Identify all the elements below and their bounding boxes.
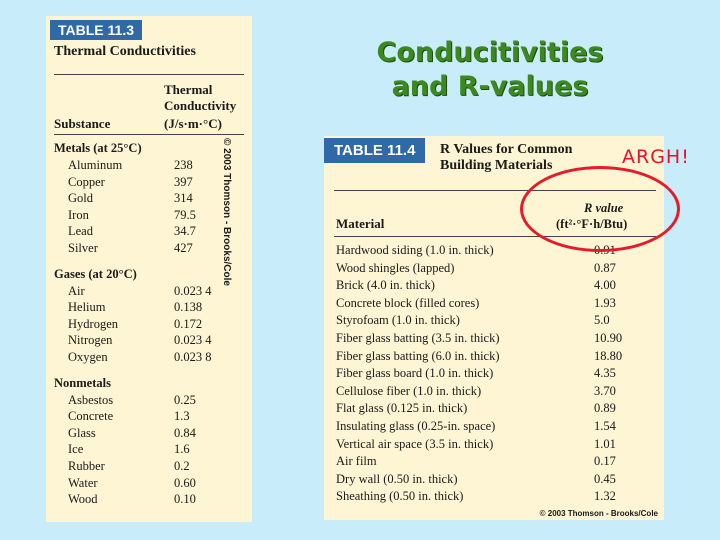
table1-copyright: © 2003 Thomson - Brooks/Cole xyxy=(221,138,232,286)
table1-value: 0.138 xyxy=(174,300,203,315)
table2-value: 1.01 xyxy=(594,436,616,451)
table1-substance: Air xyxy=(68,283,85,298)
table1-col-k-line3: (J/s·m·°C) xyxy=(164,116,222,131)
table1-value: 397 xyxy=(174,174,193,189)
table1-substance: Lead xyxy=(68,224,93,239)
table2-material: Insulating glass (0.25-in. space) xyxy=(336,419,496,433)
table1-substance: Helium xyxy=(68,300,106,315)
thermal-conductivity-table xyxy=(46,16,252,522)
table2-material: Fiber glass board (1.0 in. thick) xyxy=(336,366,494,381)
table1-group-header: Gases (at 20°C) xyxy=(54,266,137,281)
table2-value: 1.54 xyxy=(594,419,616,433)
table2-material: Flat glass (0.125 in. thick) xyxy=(336,401,468,416)
table2-material: Fiber glass batting (3.5 in. thick) xyxy=(336,331,500,345)
table2-value: 0.87 xyxy=(594,260,616,275)
table2-value: 4.00 xyxy=(594,278,616,293)
table2-material: Dry wall (0.50 in. thick) xyxy=(336,471,458,486)
table1-col-substance: Substance xyxy=(54,116,111,131)
table2-material: Cellulose fiber (1.0 in. thick) xyxy=(336,383,482,398)
annotation-text: ARGH! xyxy=(622,146,690,168)
slide-title-line1: Conducitivities xyxy=(376,37,604,68)
table2-value: 0.17 xyxy=(594,454,616,469)
table1-value: 238 xyxy=(174,158,193,172)
table1-value: 79.5 xyxy=(174,207,196,222)
table2-material: Brick (4.0 in. thick) xyxy=(336,278,435,293)
table1-value: 34.7 xyxy=(174,224,196,239)
table1-value: 0.84 xyxy=(174,425,196,440)
table1-substance: Ice xyxy=(68,442,84,457)
table2-material: Vertical air space (3.5 in. thick) xyxy=(336,436,494,451)
table2-value: 5.0 xyxy=(594,313,610,328)
table1-value: 0.023 4 xyxy=(174,283,212,298)
table1-substance: Gold xyxy=(68,191,93,206)
table1-value: 0.25 xyxy=(174,392,196,407)
table1-substance: Hydrogen xyxy=(68,316,118,331)
table2-value: 1.32 xyxy=(594,489,616,504)
table2-label: TABLE 11.4 xyxy=(324,138,425,163)
table2-material: Styrofoam (1.0 in. thick) xyxy=(336,313,460,328)
slide-title xyxy=(340,36,640,104)
table1-value: 0.60 xyxy=(174,475,196,490)
table1-value: 0.023 8 xyxy=(174,350,212,364)
table2-material: Air film xyxy=(336,454,377,469)
table2-value: 4.35 xyxy=(594,366,616,381)
table2-title-line2: Building Materials xyxy=(440,158,553,173)
table1-title: Thermal Conductivities xyxy=(54,44,196,59)
table1-substance: Asbestos xyxy=(68,392,114,407)
table2-col-r-line1: R value xyxy=(584,201,624,215)
table2-material: Sheathing (0.50 in. thick) xyxy=(336,489,464,504)
highlight-circle xyxy=(520,166,680,252)
table1-value: 0.023 4 xyxy=(174,333,212,348)
table1-value: 1.6 xyxy=(174,442,190,457)
table2-material: Concrete block (filled cores) xyxy=(336,295,480,310)
table1-substance: Oxygen xyxy=(68,350,108,364)
table1-value: 1.3 xyxy=(174,409,190,424)
table2-value: 3.70 xyxy=(594,383,616,398)
table2-col-material: Material xyxy=(336,216,385,231)
table2-col-r-line2: (ft²·°F·h/Btu) xyxy=(556,217,628,231)
table1-col-k-line1: Thermal xyxy=(164,82,213,97)
table1-group-header: Metals (at 25°C) xyxy=(54,141,142,155)
table1-value: 0.10 xyxy=(174,492,196,507)
table1-substance: Glass xyxy=(68,425,96,440)
table2-material: Fiber glass batting (6.0 in. thick) xyxy=(336,348,500,363)
table1-substance: Iron xyxy=(68,207,89,222)
table2-value: 10.90 xyxy=(594,331,623,345)
table2-title-line1: R Values for Common xyxy=(440,142,573,157)
table2-material: Hardwood siding (1.0 in. thick) xyxy=(336,243,494,257)
table1-col-k-line2: Conductivity xyxy=(164,98,237,113)
table1-value: 314 xyxy=(174,191,193,206)
table1-substance: Silver xyxy=(68,241,98,255)
table1-substance: Nitrogen xyxy=(68,333,113,348)
table2-value: 0.89 xyxy=(594,401,616,416)
table1-value: 0.2 xyxy=(174,459,190,473)
table2-value: 1.93 xyxy=(594,295,616,310)
table1-label: TABLE 11.3 xyxy=(50,20,142,40)
table1-substance: Concrete xyxy=(68,409,114,424)
table1-substance: Wood xyxy=(68,492,98,507)
table1-substance: Water xyxy=(68,475,98,490)
table1-substance: Rubber xyxy=(68,459,105,473)
table2-value: 18.80 xyxy=(594,348,623,363)
slide-title-line2: and R-values xyxy=(391,71,589,102)
table2-copyright: © 2003 Thomson - Brooks/Cole xyxy=(539,509,658,518)
table1-value: 0.172 xyxy=(174,316,203,331)
table1-substance: Aluminum xyxy=(68,158,123,172)
table2-value: 0.45 xyxy=(594,471,616,486)
table2-material: Wood shingles (lapped) xyxy=(336,260,455,275)
table1-group-header: Nonmetals xyxy=(54,375,111,390)
table2-value: 0.91 xyxy=(594,243,616,257)
table1-value: 427 xyxy=(174,241,193,255)
table1-substance: Copper xyxy=(68,174,105,189)
